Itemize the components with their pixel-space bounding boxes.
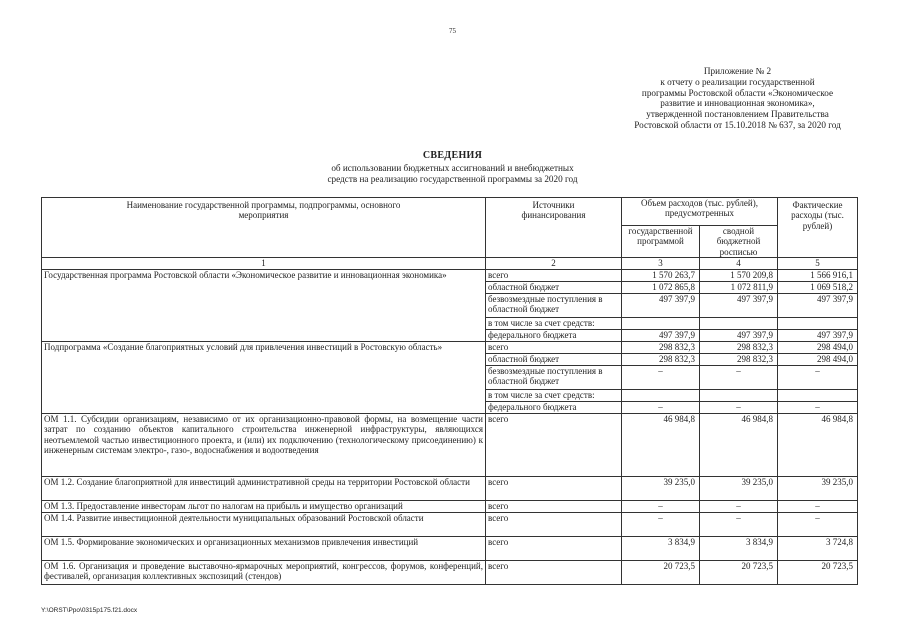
value-actual: 1 566 916,1 [778,270,858,282]
row-name: Государственная программа Ростовской области «Экономическое развитие и инновационная экономика» [42,270,486,342]
value-actual: 298 494,0 [778,342,858,354]
row-name: ОМ 1.4. Развитие инвестиционной деятельности муниципальных образований Ростовской области [42,513,486,537]
appendix-block [560,66,905,131]
value-program: – [622,513,700,537]
value-budget [700,318,778,330]
page-number: 75 [449,27,456,35]
value-program: 1 570 263,7 [622,270,700,282]
value-actual: 497 397,9 [778,294,858,318]
value-budget: – [700,513,778,537]
row-source: областной бюджет [486,282,622,294]
value-budget: – [700,366,778,390]
table-row [42,501,858,513]
row-name: ОМ 1.5. Формирование экономических и организационных механизмов привлечения инвестиций [42,537,486,561]
row-source: безвозмездные поступления в областной бюджет [486,294,622,318]
table-row [42,270,858,282]
value-program [622,390,700,402]
value-budget: 298 832,3 [700,354,778,366]
table-row [42,513,858,537]
value-program: 20 723,5 [622,561,700,585]
value-budget: 46 984,8 [700,414,778,477]
value-actual: 20 723,5 [778,561,858,585]
value-program: 298 832,3 [622,354,700,366]
row-source: федерального бюджета [486,402,622,414]
row-name: ОМ 1.2. Создание благоприятной для инвестиций административной среды на территории Ростовской области [42,477,486,501]
value-budget: 497 397,9 [700,294,778,318]
document-subtitle [0,163,905,184]
value-budget: – [700,402,778,414]
value-actual: – [778,501,858,513]
col-number: 5 [778,258,858,270]
value-program: – [622,366,700,390]
value-actual: 46 984,8 [778,414,858,477]
value-actual: 1 069 518,2 [778,282,858,294]
document-title: СВЕДЕНИЯ [422,150,483,161]
value-actual: 3 724,8 [778,537,858,561]
value-program: 298 832,3 [622,342,700,354]
value-actual: – [778,513,858,537]
row-name: ОМ 1.3. Предоставление инвесторам льгот по налогам на прибыль и имущество организаций [42,501,486,513]
value-budget: 497 397,9 [700,330,778,342]
subtitle-line: средств на реализацию государственной программы за 2020 год [327,173,578,184]
col-number: 2 [486,258,622,270]
row-name: ОМ 1.1. Субсидии организациям, независимо от их организационно-правовой формы, на возмещение части затрат по созданию объектов капитального строительства инженерной инфраструктуры, являющихся неотъемлемой частью инвестиционного проекта, и (или) их подключению (технологическому присоединению) к инженерным системам электро-, газо-, водоснабжения и водоотведения [42,414,486,477]
row-source: всего [486,561,622,585]
row-source: всего [486,270,622,282]
value-actual [778,318,858,330]
row-source: областной бюджет [486,354,622,366]
row-source: всего [486,342,622,354]
value-actual: – [778,402,858,414]
value-budget: 39 235,0 [700,477,778,501]
row-source: всего [486,537,622,561]
row-name: Подпрограмма «Создание благоприятных условий для привлечения инвестиций в Ростовскую область» [42,342,486,414]
column-numbers-row [42,258,858,270]
expenditure-table [41,197,858,585]
header-planned: Объем расходов (тыс. рублей), предусмотренных [622,198,778,226]
table-row [42,342,858,354]
value-budget [700,390,778,402]
table-row [42,537,858,561]
appendix-line: Приложение № 2 [703,66,772,76]
row-source: в том числе за счет средств: [486,318,622,330]
appendix-line: программы Ростовской области «Экономическое [641,87,834,98]
value-program: 497 397,9 [622,294,700,318]
appendix-line: развитие и инновационная экономика», [660,98,815,109]
col-number: 4 [700,258,778,270]
row-source: всего [486,501,622,513]
value-program [622,318,700,330]
row-source: всего [486,513,622,537]
col-number: 3 [622,258,700,270]
row-source: в том числе за счет средств: [486,390,622,402]
table-row [42,477,858,501]
table-row [42,561,858,585]
col-number: 1 [42,258,486,270]
value-actual: 39 235,0 [778,477,858,501]
row-source: всего [486,414,622,477]
row-name: ОМ 1.6. Организация и проведение выставочно-ярмарочных мероприятий, конгрессов, форумов, конференций, фестивалей, организация коллективных экспозиций (стендов) [42,561,486,585]
value-budget: – [700,501,778,513]
value-budget: 20 723,5 [700,561,778,585]
value-program: 3 834,9 [622,537,700,561]
value-actual [778,390,858,402]
header-source: Источники финансирования [486,198,622,258]
row-source: федерального бюджета [486,330,622,342]
row-source: безвозмездные поступления в областной бюджет [486,366,622,390]
header-budget: сводной бюджетной росписью [700,226,778,258]
table-row [42,414,858,477]
value-actual: – [778,366,858,390]
subtitle-line: об использовании бюджетных ассигнований и внебюджетных [331,163,574,173]
value-budget: 298 832,3 [700,342,778,354]
value-budget: 3 834,9 [700,537,778,561]
appendix-line: утвержденной постановлением Правительства [646,109,829,120]
header-program: государственной программой [622,226,700,258]
header-actual: Фактические расходы (тыс. рублей) [778,198,858,258]
value-program: 1 072 865,8 [622,282,700,294]
value-program: 39 235,0 [622,477,700,501]
value-program: 46 984,8 [622,414,700,477]
value-program: – [622,402,700,414]
file-path: Y:\ORST\Ppo\0315p175.f21.docx [41,607,138,614]
value-program: – [622,501,700,513]
header-name: Наименование государственной программы, подпрограммы, основного мероприятия [42,198,486,258]
value-budget: 1 570 209,8 [700,270,778,282]
value-budget: 1 072 811,9 [700,282,778,294]
appendix-line: к отчету о реализации государственной [660,76,815,87]
value-actual: 497 397,9 [778,330,858,342]
value-actual: 298 494,0 [778,354,858,366]
appendix-line: Ростовской области от 15.10.2018 № 637, за 2020 год [634,119,841,130]
value-program: 497 397,9 [622,330,700,342]
row-source: всего [486,477,622,501]
